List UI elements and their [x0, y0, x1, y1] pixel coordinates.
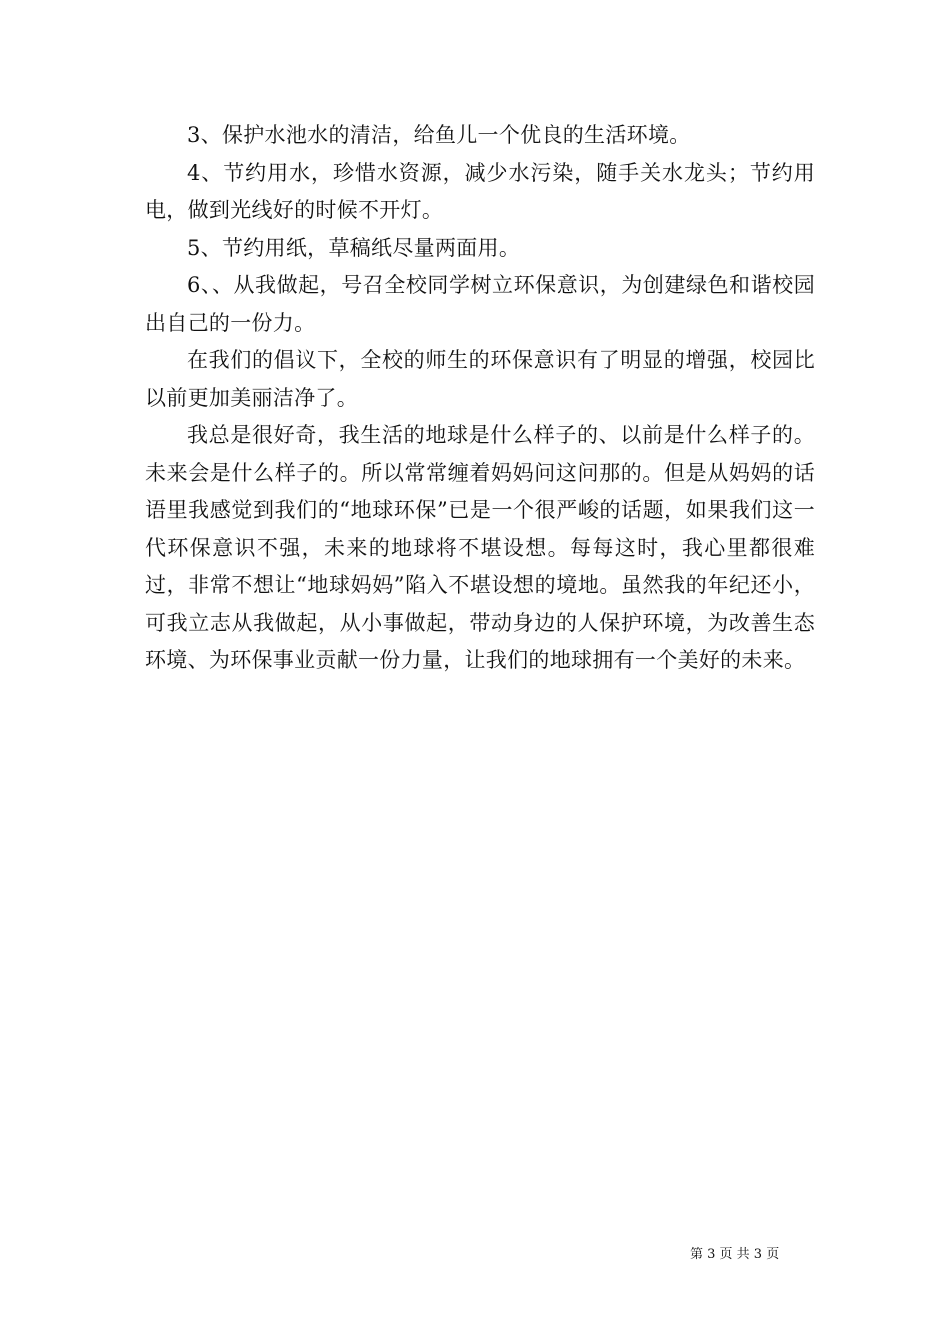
document-body: [145, 117, 815, 680]
paragraph-item-4: 4、节约用水，珍惜水资源，减少水污染，随手关水龙头；节约用电，做到光线好的时候不开灯。: [145, 160, 815, 222]
paragraph-item-3: 3、保护水池水的清洁，给鱼儿一个优良的生活环境。: [187, 123, 691, 147]
paragraph-item-6: 6、、从我做起，号召全校同学树立环保意识，为创建绿色和谐校园出自己的一份力。: [145, 273, 815, 335]
paragraph-item-5: 5、节约用纸，草稿纸尽量两面用。: [187, 235, 521, 260]
paragraph-reflection: 我总是很好奇，我生活的地球是什么样子的、以前是什么样子的。未来会是什么样子的。所以常常缠着妈妈问这问那的。但是从妈妈的话语里我感觉到我们的“地球环保”已是一个很严峻的话题，如果我们这一代环保意识不强，未来的地球将不堪设想。每每这时，我心里都很难过，非常不想让“地球妈妈”陷入不堪设想的境地。虽然我的年纪还小，可我立志从我做起，从小事做起，带动身边的人保护环境，为改善生态环境、为环保事业贡献一份力量，让我们的地球拥有一个美好的未来。: [145, 423, 815, 672]
paragraph-result: 在我们的倡议下，全校的师生的环保意识有了明显的增强，校园比以前更加美丽洁净了。: [145, 348, 815, 410]
page-number-footer: 第 3 页 共 3 页: [690, 1247, 780, 1262]
